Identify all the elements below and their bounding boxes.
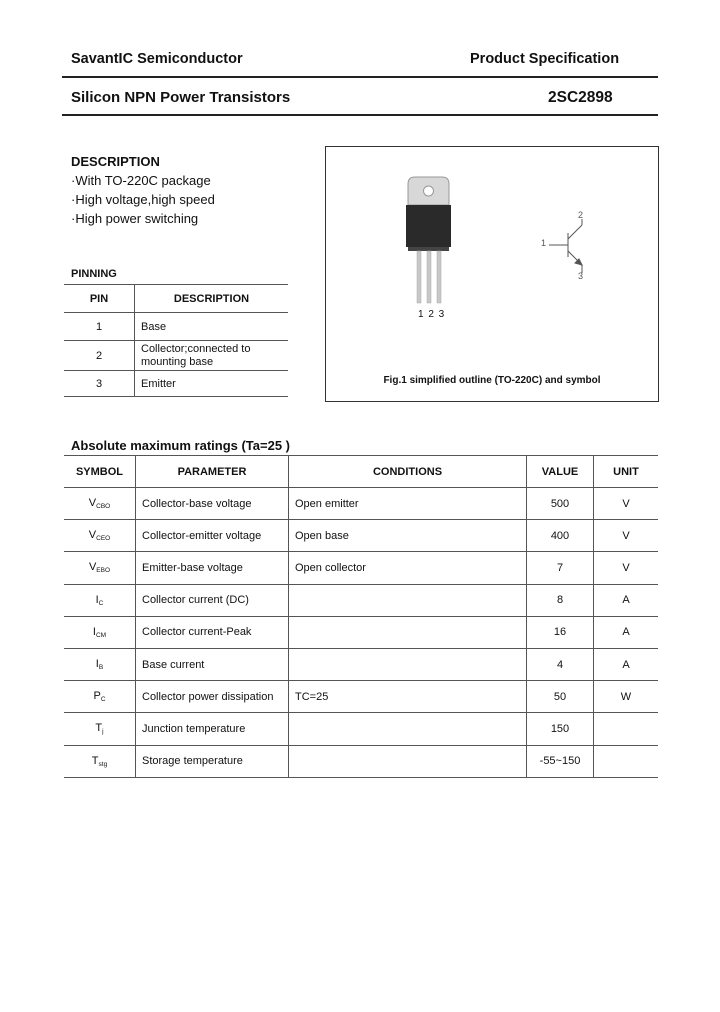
table-row xyxy=(64,616,658,648)
table-row xyxy=(64,745,658,777)
symbol-letter: I xyxy=(92,625,96,638)
description-line: ·High voltage,high speed xyxy=(71,192,215,207)
table-row xyxy=(64,584,658,616)
figure-box xyxy=(325,146,659,402)
symbol-cell xyxy=(64,745,136,777)
symbol-letter: I xyxy=(95,658,99,671)
symbol-subscript: B xyxy=(98,664,104,672)
symbol-pin-2: 2 xyxy=(578,210,584,220)
doc-type: Product Specification xyxy=(470,51,620,67)
value-header: VALUE xyxy=(527,456,594,488)
conditions-cell xyxy=(289,616,527,648)
symbol-cell xyxy=(64,713,136,745)
value-cell: 150 xyxy=(527,713,594,745)
unit-cell: V xyxy=(594,520,659,552)
symbol-cell xyxy=(64,488,136,520)
table-row xyxy=(64,552,658,584)
pinning-title: PINNING xyxy=(71,268,117,280)
symbol-subscript: EBO xyxy=(96,567,111,575)
conditions-cell: TC=25 xyxy=(289,681,527,713)
symbol-letter: V xyxy=(88,561,97,574)
to220-package-image xyxy=(326,147,658,401)
conditions-cell: Open emitter xyxy=(289,488,527,520)
table-row xyxy=(64,648,658,680)
symbol-subscript: CEO xyxy=(96,535,111,543)
part-number: 2SC2898 xyxy=(548,89,613,106)
pin-number: 2 xyxy=(64,341,135,371)
conditions-cell: Open base xyxy=(289,520,527,552)
pin-description: Base xyxy=(135,313,289,341)
unit-cell: A xyxy=(594,616,659,648)
unit-cell: W xyxy=(594,681,659,713)
ratings-title: Absolute maximum ratings (Ta=25 ) xyxy=(71,438,291,453)
parameter-cell: Collector-emitter voltage xyxy=(136,520,289,552)
symbol-letter: V xyxy=(88,497,97,510)
symbol-letter: T xyxy=(95,722,103,735)
symbol-cell xyxy=(64,520,136,552)
product-line: Silicon NPN Power Transistors xyxy=(71,89,291,106)
parameter-cell: Emitter-base voltage xyxy=(136,552,289,584)
pin-description xyxy=(135,341,289,371)
conditions-cell xyxy=(289,745,527,777)
header-rule-bottom xyxy=(62,114,658,116)
value-cell: 8 xyxy=(527,584,594,616)
parameter-cell: Collector current (DC) xyxy=(136,584,289,616)
conditions-header: CONDITIONS xyxy=(289,456,527,488)
symbol-cell xyxy=(64,681,136,713)
parameter-cell: Storage temperature xyxy=(136,745,289,777)
symbol-subscript: CM xyxy=(95,631,107,639)
unit-cell: A xyxy=(594,648,659,680)
conditions-cell: Open collector xyxy=(289,552,527,584)
symbol-subscript: stg xyxy=(98,760,108,768)
symbol-pin-3: 3 xyxy=(578,271,584,281)
ratings-table xyxy=(64,455,658,778)
npn-symbol-icon xyxy=(549,219,582,273)
description-list xyxy=(71,171,215,228)
value-cell: 7 xyxy=(527,552,594,584)
description-title: DESCRIPTION xyxy=(71,154,160,169)
pin-description-header: DESCRIPTION xyxy=(135,285,289,313)
pinning-table xyxy=(64,284,288,397)
unit-cell: V xyxy=(594,488,659,520)
symbol-header: SYMBOL xyxy=(64,456,136,488)
table-row xyxy=(64,341,288,371)
symbol-letter: I xyxy=(95,593,99,606)
ratings-header-row xyxy=(64,456,658,488)
symbol-subscript: CBO xyxy=(96,503,111,511)
value-cell: 500 xyxy=(527,488,594,520)
description-line: ·With TO-220C package xyxy=(71,173,211,188)
symbol-subscript: C xyxy=(98,599,104,607)
conditions-cell xyxy=(289,648,527,680)
pin-number: 1 xyxy=(64,313,135,341)
parameter-cell: Collector-base voltage xyxy=(136,488,289,520)
value-cell: 16 xyxy=(527,616,594,648)
symbol-subscript: C xyxy=(100,696,106,704)
header-rule-top xyxy=(62,76,658,78)
symbol-letter: P xyxy=(93,690,101,703)
package-pin-labels: 1 2 3 xyxy=(418,309,445,320)
parameter-cell: Junction temperature xyxy=(136,713,289,745)
unit-cell: A xyxy=(594,584,659,616)
pin-description: Emitter xyxy=(135,371,289,397)
value-cell: 400 xyxy=(527,520,594,552)
pin-description-line: Collector;connected to xyxy=(141,342,251,355)
parameter-cell: Collector power dissipation xyxy=(136,681,289,713)
symbol-subscript: j xyxy=(102,728,104,736)
pin-number: 3 xyxy=(64,371,135,397)
unit-cell: V xyxy=(594,552,659,584)
company-name: SavantIC Semiconductor xyxy=(71,51,243,67)
symbol-cell xyxy=(64,552,136,584)
pin-description-line: mounting base xyxy=(141,355,214,368)
description-line: ·High power switching xyxy=(71,211,199,226)
table-row xyxy=(64,681,658,713)
symbol-letter: T xyxy=(91,754,99,767)
value-cell: -55~150 xyxy=(527,745,594,777)
pin-header: PIN xyxy=(64,285,135,313)
symbol-cell xyxy=(64,616,136,648)
value-cell: 50 xyxy=(527,681,594,713)
parameter-cell: Collector current-Peak xyxy=(136,616,289,648)
table-row xyxy=(64,371,288,397)
parameter-cell: Base current xyxy=(136,648,289,680)
figure-caption: Fig.1 simplified outline (TO-220C) and symbol xyxy=(383,375,601,386)
pinning-header-row xyxy=(64,285,288,313)
symbol-cell xyxy=(64,648,136,680)
symbol-letter: V xyxy=(88,529,97,542)
conditions-cell xyxy=(289,584,527,616)
table-row xyxy=(64,488,658,520)
conditions-cell xyxy=(289,713,527,745)
unit-header: UNIT xyxy=(594,456,659,488)
unit-cell xyxy=(594,745,659,777)
symbol-pin-1: 1 xyxy=(541,238,547,248)
unit-cell xyxy=(594,713,659,745)
table-row xyxy=(64,713,658,745)
value-cell: 4 xyxy=(527,648,594,680)
table-row xyxy=(64,313,288,341)
table-row xyxy=(64,520,658,552)
parameter-header: PARAMETER xyxy=(136,456,289,488)
symbol-cell xyxy=(64,584,136,616)
